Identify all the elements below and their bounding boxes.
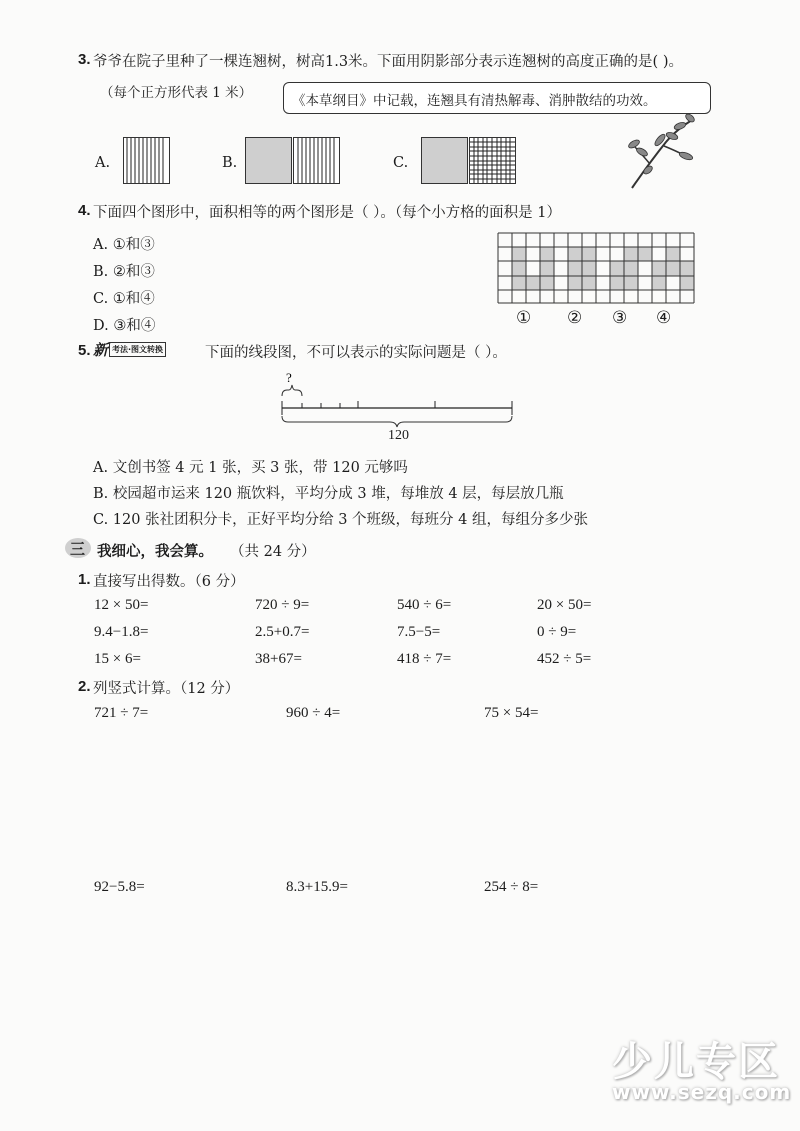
q3-option-c-figure[interactable] — [421, 137, 519, 185]
s3q2-text: 列竖式计算。（12 分） — [93, 681, 240, 697]
section3-title: 我细心，我会算。 — [97, 544, 213, 560]
calc-item[interactable]: 720 ÷ 9= — [255, 597, 310, 613]
q4-option-d[interactable]: D. ③和④ — [93, 318, 156, 334]
calc-item[interactable]: 452 ÷ 5= — [537, 651, 592, 667]
q5-question-text: 下面的线段图，不可以表示的实际问题是（ ）。 — [205, 345, 507, 361]
s3q2-number: 2. — [78, 678, 91, 695]
q5-new-badge — [93, 341, 166, 358]
calc-item[interactable]: 2.5+0.7= — [255, 624, 310, 640]
calc-item[interactable]: 38+67= — [255, 651, 302, 667]
q3-question-text: 爷爷在院子里种了一棵连翘树，树高1.3米。下面用阴影部分表示连翘树的高度正确的是( )。 — [93, 54, 683, 70]
s3q1-number: 1. — [78, 571, 91, 588]
q4-figure-label-2: ② — [567, 308, 583, 328]
q3-option-a-figure[interactable] — [123, 137, 171, 185]
vertical-calc-item[interactable]: 92−5.8= — [94, 879, 145, 895]
q4-option-a[interactable]: A. ①和③ — [93, 237, 155, 253]
q3-option-b-label: B. — [222, 155, 238, 171]
q3-number: 3. — [78, 51, 91, 68]
q5-total-label: 120 — [388, 428, 409, 443]
q3-option-c-label: C. — [393, 155, 409, 171]
watermark-url: www.sezq.com — [612, 1080, 792, 1104]
q4-figure-label-1: ① — [516, 308, 532, 328]
calc-item[interactable]: 0 ÷ 9= — [537, 624, 577, 640]
calc-item[interactable]: 15 × 6= — [94, 651, 141, 667]
vertical-calc-item[interactable]: 960 ÷ 4= — [286, 705, 341, 721]
q5-badge-main: 新 — [93, 341, 109, 359]
calc-item[interactable]: 7.5−5= — [397, 624, 441, 640]
q5-option-a[interactable]: A. 文创书签 4 元 1 张，买 3 张，带 120 元够吗 — [93, 460, 408, 476]
q3-option-b-figure[interactable] — [245, 137, 343, 185]
calc-item[interactable]: 9.4−1.8= — [94, 624, 149, 640]
calc-item[interactable]: 418 ÷ 7= — [397, 651, 452, 667]
q4-number: 4. — [78, 202, 91, 219]
q5-badge-sub: 考法·图文转换 — [109, 342, 166, 357]
section3-badge — [64, 537, 92, 559]
q5-option-c[interactable]: C. 120 张社团积分卡，正好平均分给 3 个班级，每班分 4 组，每组分多少张 — [93, 512, 588, 528]
q3-note: （每个正方形代表 1 米） — [100, 85, 253, 101]
q3-option-a-label: A. — [95, 155, 111, 171]
calc-item[interactable]: 12 × 50= — [94, 597, 149, 613]
q4-option-b[interactable]: B. ②和③ — [93, 264, 155, 280]
vertical-calc-item[interactable]: 721 ÷ 7= — [94, 705, 149, 721]
q4-option-c[interactable]: C. ①和④ — [93, 291, 155, 307]
vertical-calc-item[interactable]: 75 × 54= — [484, 705, 539, 721]
s3q1-text: 直接写出得数。（6 分） — [93, 574, 245, 590]
section3-score: （共 24 分） — [230, 544, 316, 560]
q4-grid-figure — [497, 232, 703, 304]
q5-number: 5. — [78, 342, 91, 359]
section3-badge-text: 三 — [70, 540, 86, 558]
forsythia-branch-illustration — [620, 112, 700, 192]
q3-callout-box — [283, 82, 711, 114]
vertical-calc-item[interactable]: 8.3+15.9= — [286, 879, 348, 895]
watermark-title: 少儿专区 — [612, 1039, 780, 1085]
q4-figure-label-3: ③ — [612, 308, 628, 328]
calc-item[interactable]: 540 ÷ 6= — [397, 597, 452, 613]
q3-callout-text: 《本草纲目》中记载，连翘具有清热解毒、消肿散结的功效。 — [292, 93, 657, 109]
q4-figure-label-4: ④ — [656, 308, 672, 328]
vertical-calc-item[interactable]: 254 ÷ 8= — [484, 879, 539, 895]
calc-item[interactable]: 20 × 50= — [537, 597, 592, 613]
q4-question-text: 下面四个图形中，面积相等的两个图形是（ ）。（每个小方格的面积是 1） — [93, 205, 561, 221]
q5-option-b[interactable]: B. 校园超市运来 120 瓶饮料，平均分成 3 堆，每堆放 4 层，每层放几瓶 — [93, 486, 564, 502]
q5-question-mark: ? — [286, 370, 292, 385]
